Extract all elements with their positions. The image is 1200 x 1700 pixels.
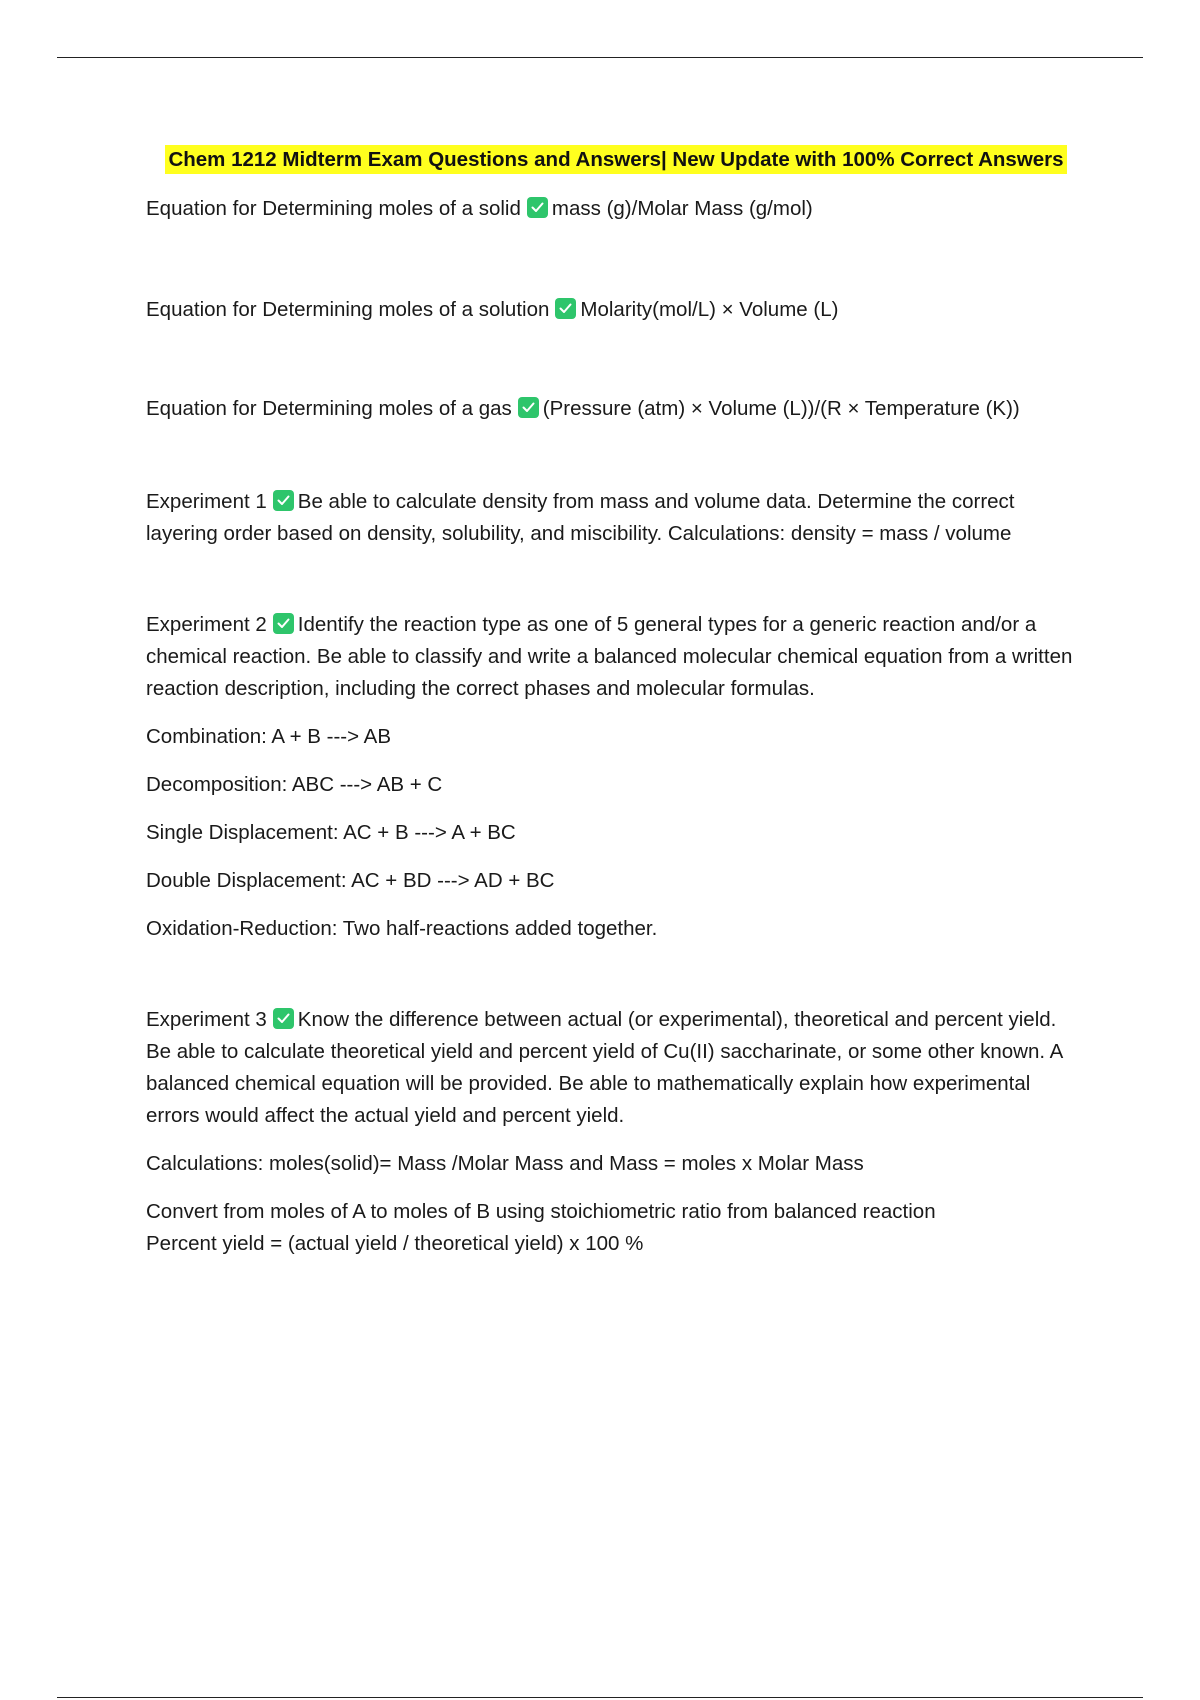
question-text: Equation for Determining moles of a gas: [146, 397, 512, 420]
qa-entry-3: [146, 393, 1086, 425]
title-wrapper: [146, 145, 1086, 174]
detail-line: Double Displacement: AC + BD ---> AD + BC: [146, 869, 555, 892]
detail-line: Calculations: moles(solid)= Mass /Molar Mass and Mass = moles x Molar Mass: [146, 1152, 864, 1175]
check-mark-icon: [273, 1008, 294, 1029]
answer-text: mass (g)/Molar Mass (g/mol): [551, 197, 813, 220]
qa-entry-1: [146, 193, 1086, 225]
qa-entry-2: [146, 294, 1086, 326]
qa-entry-6: [146, 1004, 1086, 1132]
question-text: Experiment 1: [146, 490, 267, 513]
answer-text: (Pressure (atm) × Volume (L))/(R × Temperature (K)): [542, 397, 1020, 420]
check-mark-icon: [555, 298, 576, 319]
detail-line: Percent yield = (actual yield / theoretical yield) x 100 %: [146, 1232, 644, 1255]
detail-line: Single Displacement: AC + B ---> A + BC: [146, 821, 516, 844]
question-text: Experiment 2: [146, 613, 267, 636]
check-mark-icon: [527, 197, 548, 218]
qa-entry-4: [146, 486, 1086, 550]
answer-text: Identify the reaction type as one of 5 general types for a generic reaction and/or a chemical reaction. Be able to classify and write a balanced molecular chemical equation from a written reaction description, including the correct phases and molecular formulas.: [146, 613, 1073, 700]
document-body: [146, 145, 1086, 1260]
question-text: Equation for Determining moles of a solution: [146, 298, 550, 321]
header-divider: [57, 57, 1143, 58]
qa-entry-5: [146, 609, 1086, 705]
answer-text: Molarity(mol/L) × Volume (L): [580, 298, 839, 321]
footer-divider: [57, 1697, 1143, 1698]
document-title: Chem 1212 Midterm Exam Questions and Answers| New Update with 100% Correct Answers: [165, 145, 1066, 174]
answer-text: Know the difference between actual (or experimental), theoretical and percent yield. Be able to calculate theoretical yield and percent yield of Cu(II) saccharinate, or some other known. A balanced chemical equation will be provided. Be able to mathematically explain how experimental errors would affect the actual yield and percent yield.: [146, 1008, 1063, 1127]
question-text: Equation for Determining moles of a solid: [146, 197, 521, 220]
check-mark-icon: [273, 490, 294, 511]
question-text: Experiment 3: [146, 1008, 267, 1031]
answer-text: Be able to calculate density from mass and volume data. Determine the correct layering order based on density, solubility, and miscibility. Calculations: density = mass / volume: [146, 490, 1015, 545]
detail-line: Oxidation-Reduction: Two half-reactions added together.: [146, 917, 658, 940]
check-mark-icon: [273, 613, 294, 634]
detail-line: Convert from moles of A to moles of B using stoichiometric ratio from balanced reaction: [146, 1200, 936, 1223]
detail-line: Combination: A + B ---> AB: [146, 725, 391, 748]
detail-line: Decomposition: ABC ---> AB + C: [146, 773, 443, 796]
check-mark-icon: [518, 397, 539, 418]
